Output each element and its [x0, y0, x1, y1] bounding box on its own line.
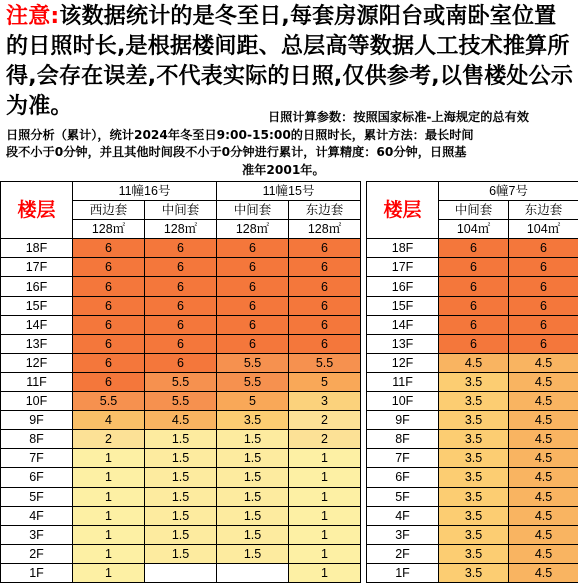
- sunlight-hours-cell: 1: [73, 525, 145, 544]
- sunlight-hours-cell: 5.5: [145, 392, 217, 411]
- sunlight-hours-cell: 6: [289, 315, 361, 334]
- sunlight-hours-cell: 1.5: [217, 449, 289, 468]
- floor-label: 15F: [1, 296, 73, 315]
- floor-label: 5F: [367, 487, 439, 506]
- calc-params-line-2: 日照分析（累计），统计2024年冬至日9:00-15:00的日照时长，累计方法：最长时间: [6, 127, 474, 142]
- table-row: [1, 449, 578, 468]
- sunlight-hours-cell: 5.5: [73, 392, 145, 411]
- sunlight-hours-cell: 4: [73, 411, 145, 430]
- sunlight-hours-cell: 6: [145, 277, 217, 296]
- sunlight-hours-cell: 3.5: [439, 506, 509, 525]
- sunlight-hours-cell: 3.5: [439, 563, 509, 582]
- table-row: [1, 544, 578, 563]
- sunlight-hours-cell: 1: [73, 468, 145, 487]
- sunlight-hours-cell: 1.5: [217, 487, 289, 506]
- sunlight-hours-cell: 4.5: [509, 449, 578, 468]
- unit-header: 东边套: [509, 201, 578, 220]
- sunlight-hours-cell: 1.5: [145, 449, 217, 468]
- table-row: [1, 506, 578, 525]
- sunlight-hours-cell: 1: [289, 544, 361, 563]
- floor-header-left: 楼层: [1, 182, 73, 239]
- floor-label: 4F: [1, 506, 73, 525]
- sunlight-hours-cell: [145, 563, 217, 582]
- floor-label: 7F: [367, 449, 439, 468]
- sunlight-hours-cell: 3: [289, 392, 361, 411]
- table-row: [1, 372, 578, 391]
- sunlight-hours-cell: 6: [73, 334, 145, 353]
- sunlight-hours-cell: 4.5: [509, 430, 578, 449]
- sunlight-hours-cell: 5.5: [217, 372, 289, 391]
- sunlight-hours-cell: 4.5: [439, 353, 509, 372]
- notice-main-text: [6, 2, 576, 122]
- sunlight-hours-cell: 6: [439, 315, 509, 334]
- sunlight-hours-cell: 1: [73, 563, 145, 582]
- sunlight-hours-cell: 2: [73, 430, 145, 449]
- floor-label: 12F: [1, 353, 73, 372]
- sunlight-table: [0, 181, 578, 583]
- floor-label: 6F: [367, 468, 439, 487]
- sunlight-hours-cell: 6: [509, 239, 578, 258]
- calc-params-line-1: 日照计算参数：按照国家标准-上海规定的总有效: [268, 110, 529, 124]
- floor-label: 11F: [1, 372, 73, 391]
- floor-label: 3F: [1, 525, 73, 544]
- sunlight-hours-cell: 6: [509, 296, 578, 315]
- sunlight-hours-cell: 4.5: [509, 468, 578, 487]
- sunlight-hours-cell: 6: [217, 239, 289, 258]
- floor-label: 17F: [1, 258, 73, 277]
- sunlight-hours-cell: 4.5: [509, 372, 578, 391]
- sunlight-hours-cell: 6: [217, 258, 289, 277]
- sunlight-hours-cell: 1.5: [217, 525, 289, 544]
- sunlight-hours-cell: 5: [217, 392, 289, 411]
- sunlight-hours-cell: 6: [145, 353, 217, 372]
- sunlight-hours-cell: 1.5: [145, 430, 217, 449]
- unit-header: 中间套: [439, 201, 509, 220]
- sunlight-hours-cell: 1: [289, 468, 361, 487]
- sunlight-hours-cell: 3.5: [439, 487, 509, 506]
- floor-label: 9F: [367, 411, 439, 430]
- floor-label: 13F: [1, 334, 73, 353]
- floor-label: 5F: [1, 487, 73, 506]
- notice-body: 该数据统计的是冬至日,每套房源阳台或南卧室位置的日照时长,是根据楼间距、总层高等数据人工技术推算所得,会存在误差,不代表实际的日照,仅供参考,以售楼处公示为准。: [6, 4, 574, 119]
- sunlight-hours-cell: 6: [289, 239, 361, 258]
- sunlight-hours-cell: 4.5: [509, 525, 578, 544]
- floor-label: 2F: [367, 544, 439, 563]
- floor-label: 15F: [367, 296, 439, 315]
- sunlight-hours-cell: 3.5: [439, 468, 509, 487]
- sunlight-hours-cell: 6: [73, 296, 145, 315]
- sunlight-hours-cell: 5.5: [217, 353, 289, 372]
- sunlight-hours-cell: 6: [73, 353, 145, 372]
- building-header: 11幢16号: [73, 182, 217, 201]
- sunlight-hours-cell: 6: [73, 315, 145, 334]
- sunlight-hours-cell: 1: [73, 544, 145, 563]
- sunlight-hours-cell: 6: [509, 258, 578, 277]
- sunlight-hours-cell: 5: [289, 372, 361, 391]
- unit-area: 128㎡: [73, 220, 145, 239]
- floor-label: 8F: [1, 430, 73, 449]
- sunlight-hours-cell: 6: [439, 296, 509, 315]
- table-row: [1, 296, 578, 315]
- sunlight-hours-cell: 1: [73, 487, 145, 506]
- sunlight-hours-cell: 3.5: [439, 430, 509, 449]
- table-row: [1, 277, 578, 296]
- table-row: [1, 239, 578, 258]
- sunlight-hours-cell: 5.5: [145, 372, 217, 391]
- sunlight-hours-cell: 1: [289, 449, 361, 468]
- floor-label: 12F: [367, 353, 439, 372]
- table-row: [1, 525, 578, 544]
- floor-label: 13F: [367, 334, 439, 353]
- sunlight-hours-cell: 4.5: [509, 411, 578, 430]
- sunlight-hours-cell: 1.5: [217, 468, 289, 487]
- unit-area: 128㎡: [217, 220, 289, 239]
- unit-header: 中间套: [145, 201, 217, 220]
- sunlight-hours-cell: 6: [509, 315, 578, 334]
- calc-params-line-4: 准年2001年。: [242, 162, 325, 177]
- sunlight-hours-cell: 6: [145, 315, 217, 334]
- floor-label: 1F: [367, 563, 439, 582]
- floor-label: 14F: [1, 315, 73, 334]
- floor-label: 4F: [367, 506, 439, 525]
- building-header: 6幢7号: [439, 182, 578, 201]
- sunlight-hours-cell: 6: [289, 258, 361, 277]
- sunlight-hours-cell: 6: [145, 239, 217, 258]
- sunlight-hours-cell: 6: [289, 296, 361, 315]
- sunlight-hours-cell: 1: [289, 487, 361, 506]
- sunlight-hours-cell: 1.5: [145, 525, 217, 544]
- sunlight-hours-cell: 6: [439, 258, 509, 277]
- sunlight-hours-cell: 6: [73, 239, 145, 258]
- unit-area: 104㎡: [509, 220, 578, 239]
- unit-header: 西边套: [73, 201, 145, 220]
- unit-area: 128㎡: [289, 220, 361, 239]
- sunlight-hours-cell: 6: [145, 334, 217, 353]
- sunlight-hours-cell: 4.5: [509, 487, 578, 506]
- floor-header-right: 楼层: [367, 182, 439, 239]
- sunlight-hours-cell: 2: [289, 430, 361, 449]
- floor-label: 10F: [1, 392, 73, 411]
- unit-header: 中间套: [217, 201, 289, 220]
- sunlight-hours-cell: 6: [217, 334, 289, 353]
- floor-label: 18F: [1, 239, 73, 258]
- sunlight-hours-cell: 3.5: [439, 372, 509, 391]
- table-row: [1, 468, 578, 487]
- table-row: [1, 430, 578, 449]
- sunlight-hours-cell: 1.5: [145, 506, 217, 525]
- sunlight-hours-cell: 6: [217, 277, 289, 296]
- sunlight-hours-cell: 1.5: [145, 544, 217, 563]
- floor-label: 18F: [367, 239, 439, 258]
- notice-prefix: 注意:: [6, 4, 60, 29]
- sunlight-hours-cell: 2: [289, 411, 361, 430]
- sunlight-hours-cell: 1.5: [217, 544, 289, 563]
- sunlight-hours-cell: 1: [289, 563, 361, 582]
- table-row: [1, 487, 578, 506]
- sunlight-hours-cell: 6: [145, 296, 217, 315]
- sunlight-hours-cell: 3.5: [439, 411, 509, 430]
- sunlight-hours-cell: 1.5: [145, 468, 217, 487]
- sunlight-hours-cell: 3.5: [439, 392, 509, 411]
- sunlight-hours-cell: 4.5: [509, 353, 578, 372]
- sunlight-hours-cell: 6: [73, 372, 145, 391]
- table-row: [1, 353, 578, 372]
- sunlight-hours-cell: 6: [217, 296, 289, 315]
- sunlight-hours-cell: 3.5: [217, 411, 289, 430]
- sunlight-hours-cell: 6: [439, 277, 509, 296]
- floor-label: 9F: [1, 411, 73, 430]
- sunlight-hours-cell: 1: [73, 449, 145, 468]
- sunlight-hours-cell: 4.5: [509, 544, 578, 563]
- sunlight-hours-cell: 4.5: [509, 392, 578, 411]
- floor-label: 6F: [1, 468, 73, 487]
- floor-label: 11F: [367, 372, 439, 391]
- sunlight-hours-cell: 6: [217, 315, 289, 334]
- sunlight-hours-cell: 6: [439, 239, 509, 258]
- notice-panel: [0, 0, 578, 181]
- unit-header: 东边套: [289, 201, 361, 220]
- sunlight-hours-cell: 6: [73, 277, 145, 296]
- sunlight-hours-cell: 3.5: [439, 449, 509, 468]
- unit-area: 128㎡: [145, 220, 217, 239]
- sunlight-hours-cell: 6: [509, 334, 578, 353]
- sunlight-hours-cell: 6: [289, 334, 361, 353]
- building-header: 11幢15号: [217, 182, 361, 201]
- sunlight-hours-cell: 1: [289, 506, 361, 525]
- table-row: [1, 334, 578, 353]
- sunlight-hours-cell: 6: [439, 334, 509, 353]
- table-row: [1, 258, 578, 277]
- floor-label: 16F: [367, 277, 439, 296]
- floor-label: 3F: [367, 525, 439, 544]
- sunlight-hours-cell: 6: [509, 277, 578, 296]
- unit-area: 104㎡: [439, 220, 509, 239]
- sunlight-hours-cell: 1.5: [217, 506, 289, 525]
- sunlight-hours-cell: 6: [73, 258, 145, 277]
- sunlight-hours-cell: 4.5: [509, 506, 578, 525]
- sunlight-hours-cell: [217, 563, 289, 582]
- sunlight-hours-cell: 3.5: [439, 544, 509, 563]
- floor-label: 1F: [1, 563, 73, 582]
- floor-label: 2F: [1, 544, 73, 563]
- floor-label: 17F: [367, 258, 439, 277]
- sunlight-hours-cell: 6: [145, 258, 217, 277]
- table-row: [1, 315, 578, 334]
- sunlight-hours-cell: 1: [289, 525, 361, 544]
- table-row: [1, 411, 578, 430]
- sunlight-hours-cell: 5.5: [289, 353, 361, 372]
- sunlight-hours-cell: 4.5: [509, 563, 578, 582]
- calc-params: [6, 109, 574, 179]
- table-row: [1, 392, 578, 411]
- sunlight-hours-cell: 4.5: [145, 411, 217, 430]
- calc-params-line-3: 段不小于0分钟，并且其他时间段不小于0分钟进行累计，计算精度：60分钟，日照基: [6, 145, 467, 159]
- table-row: [1, 563, 578, 582]
- floor-label: 7F: [1, 449, 73, 468]
- sunlight-hours-cell: 1: [73, 506, 145, 525]
- sunlight-hours-cell: 1.5: [217, 430, 289, 449]
- floor-label: 14F: [367, 315, 439, 334]
- sunlight-hours-cell: 1.5: [145, 487, 217, 506]
- floor-label: 16F: [1, 277, 73, 296]
- floor-label: 10F: [367, 392, 439, 411]
- sunlight-hours-cell: 6: [289, 277, 361, 296]
- floor-label: 8F: [367, 430, 439, 449]
- sunlight-hours-cell: 3.5: [439, 525, 509, 544]
